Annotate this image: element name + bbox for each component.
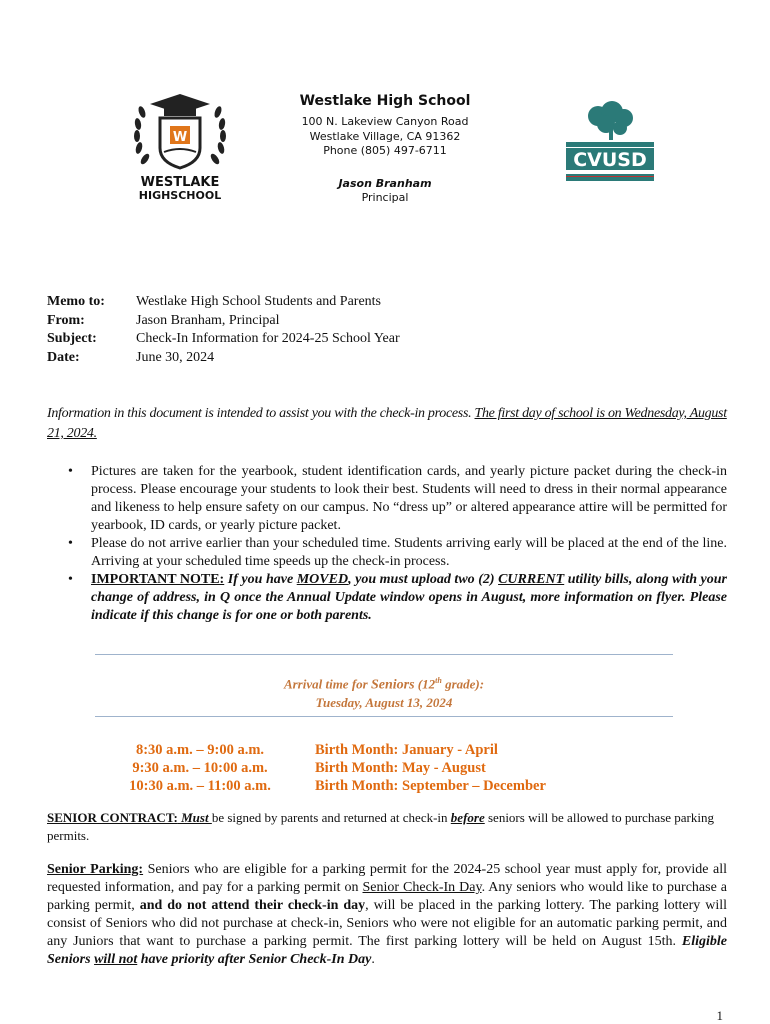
schedule-month: Birth Month: May - August: [315, 760, 486, 776]
memo-date-value: June 30, 2024: [136, 349, 215, 365]
schedule-row: [85, 741, 546, 759]
schedule-time: 8:30 a.m. – 9:00 a.m.: [135, 742, 265, 758]
principal-title: Principal: [361, 190, 409, 204]
arrival-grade-end: grade):: [441, 676, 485, 692]
cvusd-logo: [560, 100, 660, 186]
schedule-row: [85, 759, 546, 777]
contract-must: Must: [177, 810, 212, 825]
bullet-arrival: [47, 535, 727, 571]
memo-subject-row: [47, 330, 400, 349]
arrival-seniors: Seniors: [370, 677, 415, 693]
important-current: CURRENT: [498, 572, 565, 587]
bullet-pictures-text: Pictures are taken for the yearbook, student identification cards, and yearly picture packet during the check-in process. Please encourage your students to look their best. Students will need to dress in their normal appearance and likeness to help ensure safety on our campus. No “dress up” or altered appearance attire will be permitted for yearbook, ID cards, or yearly picture packet.: [91, 464, 727, 533]
parking-text-c: , will be placed in the parking lottery. The parking lottery will consist of Seniors who did not purchase at check-in, Seniors who were not eligible for an automatic parking permit, and any Juniors that want to purchase a parking permit. The first parking lottery will be held on August 15th.: [47, 898, 727, 949]
important-c: utility bills, along with your change of address, in Q once the Annual Update window opens in August, more information on flyer. Please indicate if this change is for one or both parents.: [91, 572, 728, 623]
contract-before: before: [450, 810, 485, 825]
senior-parking-heading: Senior Parking:: [47, 862, 144, 877]
parking-priority: have priority after Senior Check-In Day: [137, 952, 372, 967]
westlake-logo: [120, 90, 240, 205]
letterhead: [245, 93, 525, 206]
important-b: , you must upload two (2): [348, 572, 499, 587]
parking-eligible: Eligible: [681, 934, 727, 949]
bullet-icon: •: [68, 572, 73, 587]
principal-name: Jason Branham: [338, 176, 432, 190]
senior-contract-paragraph: [47, 809, 727, 845]
address-line-1: 100 N. Lakeview Canyon Road: [301, 115, 469, 128]
bullet-icon: •: [68, 464, 73, 479]
senior-parking-paragraph: [47, 861, 727, 969]
schedule-table: [85, 741, 546, 795]
parking-text-b: . Any seniors who would like to purchase a parking permit,: [47, 880, 728, 913]
memo-subject-value: Check-In Information for 2024-25 School Year: [136, 331, 400, 346]
schedule-time: 9:30 a.m. – 10:00 a.m.: [132, 760, 268, 776]
westlake-logo-text1: WESTLAKE: [140, 175, 220, 190]
schedule-row: [85, 777, 546, 795]
bullet-icon: •: [68, 536, 73, 551]
bullet-pictures: [47, 463, 727, 535]
bullet-important: [47, 571, 727, 625]
westlake-logo-text2: HIGHSCHOOL: [138, 189, 222, 202]
arrival-grade: (12: [414, 676, 436, 692]
parking-bold: and do not attend their check-in day: [139, 898, 366, 913]
parking-checkin-day: Senior Check-In Day: [362, 880, 482, 895]
cvusd-logo-text: CVUSD: [573, 149, 647, 171]
parking-will-not: will not: [94, 952, 138, 967]
phone: Phone (805) 497-6711: [323, 144, 447, 157]
arrival-grade-sup: th: [435, 676, 442, 685]
arrival-heading: [95, 672, 673, 712]
memo-to-value: Westlake High School Students and Parents: [136, 294, 382, 309]
arrival-prefix: Arrival time for: [283, 676, 371, 692]
bullet-arrival-text: Please do not arrive earlier than your scheduled time. Students arriving early will be placed at the end of the line. Arriving at your scheduled time speeds up the check-in process.: [91, 536, 727, 569]
address-line-2: Westlake Village, CA 91362: [309, 129, 461, 143]
divider-bottom: [95, 716, 673, 717]
schedule-month: Birth Month: January - April: [315, 742, 498, 758]
important-note-label: IMPORTANT NOTE:: [91, 572, 225, 587]
intro-first-day: The first day of school is on Wednesday, August 21, 2024.: [47, 406, 727, 441]
parking-end: .: [371, 952, 375, 967]
contract-text-a: be signed by parents and returned at check-in: [211, 810, 451, 825]
memo-from-row: [47, 312, 400, 331]
memo-from-label: From:: [47, 312, 85, 328]
memo-subject-label: Subject:: [47, 331, 97, 346]
school-name: Westlake High School: [299, 93, 471, 109]
divider-top: [95, 654, 673, 655]
bullet-list: [47, 463, 727, 625]
parking-text-a: Seniors who are eligible for a parking permit for the 2024-25 school year must apply for, provide all requested information, and pay for a parking permit on: [47, 862, 727, 895]
important-a: If you have: [224, 572, 297, 587]
parking-seniors: Seniors: [47, 952, 95, 967]
page-number: 1: [716, 1008, 723, 1023]
arrival-date: Tuesday, August 13, 2024: [315, 695, 453, 711]
memo-date-row: [47, 349, 400, 368]
arrival-line-1: [95, 672, 673, 694]
schedule-month: Birth Month: September – December: [315, 778, 546, 794]
memo-date-label: Date:: [47, 349, 80, 365]
important-moved: MOVED: [296, 572, 349, 587]
memo-to-label: Memo to:: [47, 294, 105, 309]
memo-header: [47, 293, 400, 367]
senior-contract-heading: SENIOR CONTRACT:: [47, 810, 178, 825]
memo-from-value: Jason Branham, Principal: [136, 312, 280, 328]
memo-to-row: [47, 293, 400, 312]
intro-text: Information in this document is intended to assist you with the check-in process.: [47, 406, 472, 421]
svg-text:W: W: [172, 130, 188, 145]
contract-text-b: seniors will be allowed to purchase parking permits.: [47, 810, 714, 843]
schedule-time: 10:30 a.m. – 11:00 a.m.: [129, 778, 271, 794]
intro-paragraph: [47, 404, 727, 444]
